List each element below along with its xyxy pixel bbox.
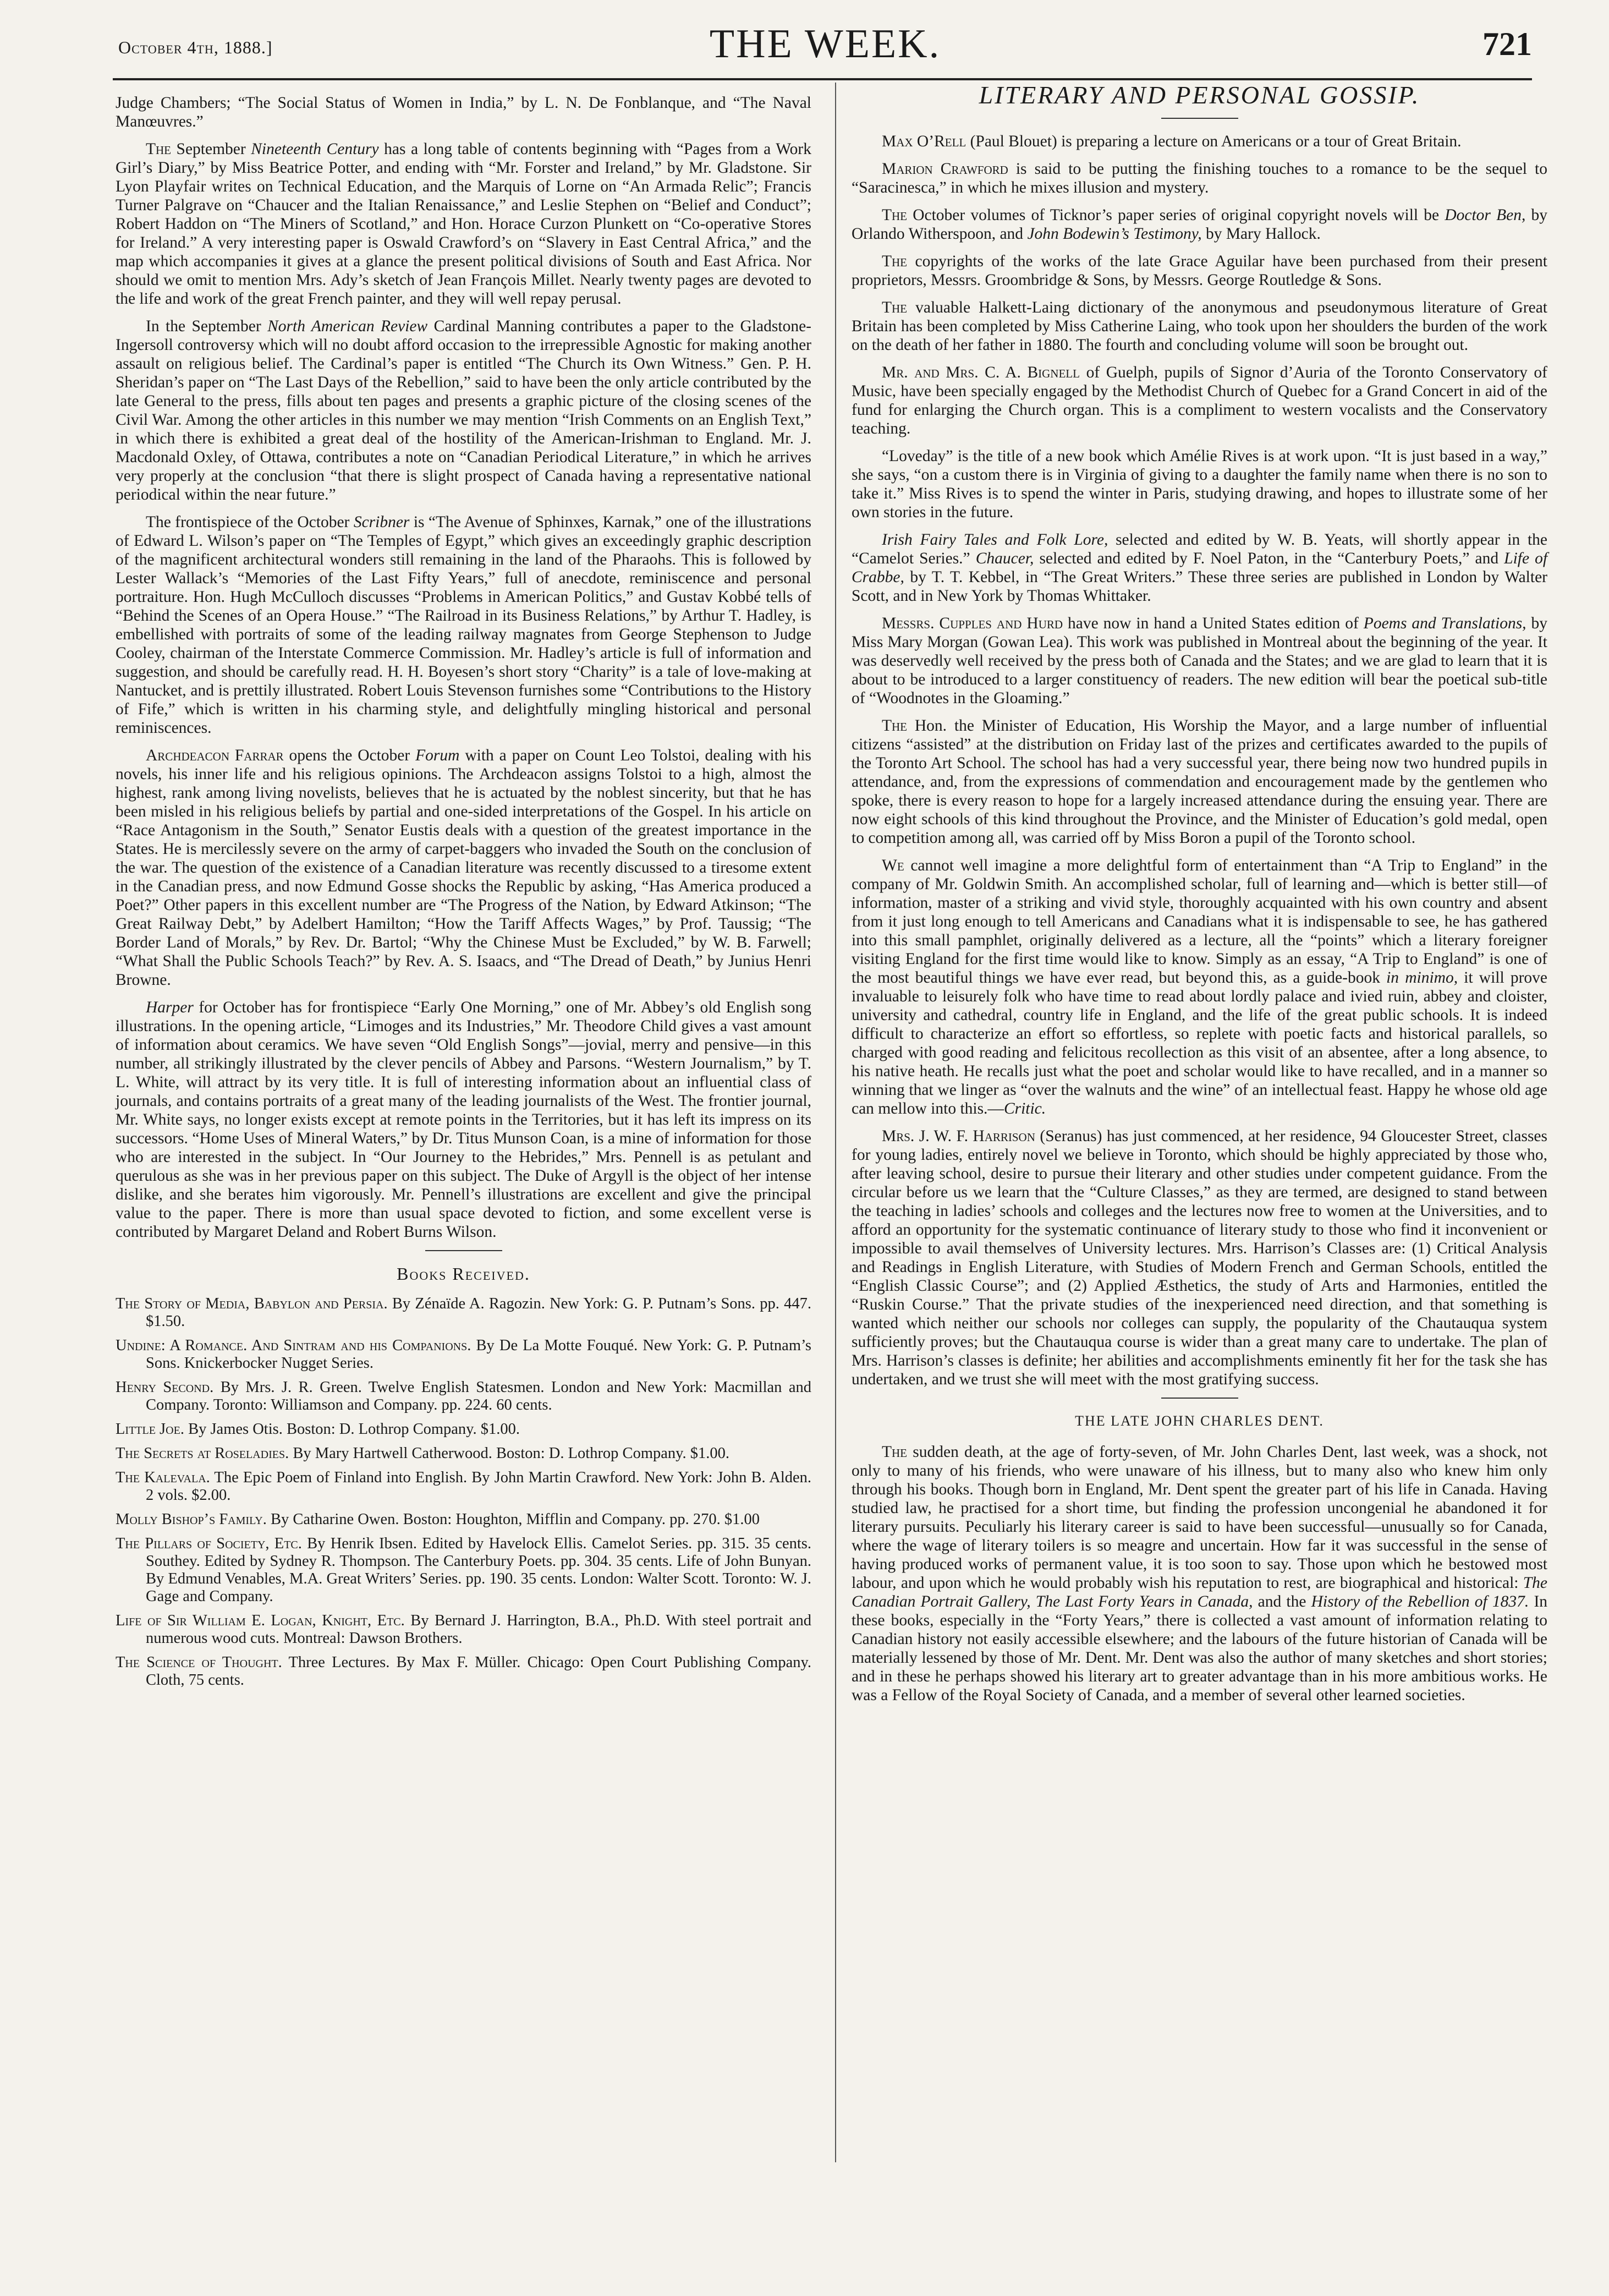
book-title: Molly Bishop’s Family.	[116, 1511, 267, 1528]
text-span: has a long table of contents beginning with “Pages from a Work Girl’s Diary,” by Miss Beatrice Potter, and ending with “Mr. Forster and Ireland,” by Mr. Gladstone. Sir Lyon Playfair writes on Technical Education, and the Marquis of Lorne on “An Armada Relic”; Francis Turner Palgrave on “Chaucer and the Italian Renaissance,” and Leslie Stephen on “Belief and Conduct”; Robert Haddon on “The Miners of Scotland,” and Hon. Horace Curzon Plunkett on “Co-operative Stores for Ireland.” A very interesting paper is Oswald Crawford’s on “Slavery in East Central Africa,” and the map which accompanies it gives at a glance the present political divisions of South and East Africa. Nor should we omit to mention Mrs. Ady’s sketch of Jean François Millet. Nearly twenty pages are devoted to the life and work of the great French painter, and they will well repay perusal.	[116, 140, 812, 308]
lead-word: Mr. and Mrs. C. A. Bignell	[882, 364, 1080, 381]
text-span: copyrights of the works of the late Grace Aguilar have been purchased from their present proprietors, Messrs. Groombridge & Sons, by Messrs. George Routledge & Sons.	[852, 253, 1548, 289]
text-span: October volumes of Ticknor’s paper series of original copyright novels will be	[913, 206, 1440, 224]
lead-word: The	[882, 1443, 908, 1461]
left-column	[116, 94, 811, 1696]
book-entry	[116, 1421, 811, 1438]
book-entry	[116, 1654, 811, 1689]
book-entry	[116, 1379, 811, 1414]
book-entry	[116, 1445, 811, 1462]
text-span: by Miss Mary Morgan (Gowan Lea). This work was published in Montreal about the beginning of the year. It was deservedly well received by the press both of Canada and the States; and we are glad to learn that it is about to be introduced to a larger constituency of readers. The new edition will bear the poetical sub-title of “Woodnotes in the Gloaming.”	[852, 615, 1548, 707]
lead-word: The	[882, 717, 908, 735]
book-title: Irish Fairy Tales and Folk Lore,	[882, 531, 1108, 549]
text-span: (Seranus) has just commenced, at her residence, 94 Gloucester Street, classes for young ladies, entirely novel we believe in Toronto, which should be highly appreciated by those who, after leaving school, desire to pursue their literary and other studies under competent guidance. From the circular before us we learn that the “Culture Classes,” as they are termed, are designed to stand between the teaching in ladies’ schools and colleges and the lectures now free to women at the Universities, and to afford an opportunity for the systematic continuance of literary study to those who find it inconvenient or impossible to avail themselves of University lectures. Mrs. Harrison’s Classes are: (1) Critical Analysis and Readings in English Literature, with Studies of Modern French and German Schools, entitled the “English Classic Course”; and (2) Applied Æsthetics, the study of Arts and Harmonies, entitled the “Ruskin Course.” That the private studies of the inexperienced need direction, and that something is wanted which neither our schools nor colleges can supply, the popularity of the Chautauqua system sufficiently proves; but the Chautauqua course is wider than a great many care to undertake. The plan of Mrs. Harrison’s classes is definite; her abilities and accomplishments eminently fit her for the task she has undertaken, and we trust she will meet with the most gratifying success.	[852, 1127, 1548, 1388]
paragraph-scribner	[116, 513, 811, 737]
book-details: By Mrs. J. R. Green. Twelve English Statesmen. London and New York: Macmillan and Company. Toronto: Williamson and Company. pp. 224. 60 cents.	[146, 1379, 811, 1413]
book-title: Undine: A Romance. And Sintram and his Companions.	[116, 1337, 471, 1354]
books-received-heading: Books Received.	[397, 1264, 530, 1284]
obituary-heading: THE LATE JOHN CHARLES DENT.	[1075, 1413, 1324, 1429]
book-title: Life of Crabbe,	[852, 550, 1548, 586]
paragraph-forum	[116, 746, 811, 989]
lead-word: Max O’Rell	[882, 133, 967, 150]
periodical-title: North American Review	[267, 317, 428, 335]
paragraph-north-american-review	[116, 317, 811, 504]
lead-word: Mrs. J. W. F. Harrison	[882, 1127, 1035, 1145]
text-span: cannot well imagine a more delightful form of entertainment than “A Trip to England” in the company of Mr. Goldwin Smith. An accomplished scholar, full of learning and—which is better still—of information, master of a striking and vivid style, thoroughly acquainted with his own country and absent from it just long enough to tell Americans and Canadians what it is indispensable to see, he has gathered into this small pamphlet, originally delivered as a lecture, all the “points” which a literary foreigner visiting England for the first time would like to know. Simply as an essay, “A Trip to England” is one of the most beautiful things we have ever read, but beyond this, as a guide-book	[852, 857, 1547, 987]
text-span: (Paul Blouet) is preparing a lecture on Americans or a tour of Great Britain.	[970, 133, 1462, 150]
paragraph-aguilar	[852, 252, 1547, 289]
paragraph-harrison-classes	[852, 1127, 1547, 1389]
paragraph-continuation: Judge Chambers; “The Social Status of Women in India,” by L. N. De Fonblanque, and “The Naval Manœuvres.”	[116, 94, 811, 130]
page-header	[118, 15, 1532, 76]
text-span: sudden death, at the age of forty-seven, of Mr. John Charles Dent, last week, was a shock, not only to many of his friends, who were unaware of his illness, but to many also who knew him only through his books. Though born in England, Mr. Dent spent the greater part of his life in Canada. Having studied law, he practised for a short time, but finding the profession uncongenial he abandoned it for literary pursuits. Peculiarly his literary career is said to have been successful—unusually so for Canada, where the wage of literary toilers is so meagre and uncertain. How far it was successful in the sense of having produced works of permanent value, it is too soon to say. Those upon which he bestowed most labour, and upon which he would probably wish his reputation to rest, are biographical and historical:	[852, 1443, 1547, 1592]
text-span: with a paper on Count Leo Tolstoi, dealing with his novels, his inner life and his religious opinions. The Archdeacon assigns Tolstoi to a high, almost the highest, rank among living novelists, believes that he is actuated by the noblest sincerity, but that he has been misled in his religious beliefs by partial and one-sided interpretations of the Gospel. In his article on “Race Antagonism in the South,” Senator Eustis deals with a question of the greatest importance in the States. He is mercilessly severe on the army of carpet-baggers who invaded the South on the conclusion of the war. The question of the existence of a Canadian literature was recently discussed to a tiresome extent in the Canadian press, and now Edmund Gosse shocks the Republic by asking, “Has America produced a Poet?” Other papers in this excellent number are “The Progress of the Nation, by Edward Atkinson; “The Great Railway Debt,” by Adelbert Hamilton; “How the Tariff Affects Wages,” by Prof. Taussig; “The Border Land of Morals,” by Rev. Dr. Bartol; “Why the Chinese Must be Excluded,” by W. B. Farwell; “What Shall the Public Schools Teach?” by Rev. A. S. Isaacs, and “The Dread of Death,” by Junius Henri Browne.	[116, 747, 812, 989]
text-span: by Orlando Witherspoon, and	[852, 206, 1548, 243]
paragraph-max-orell	[852, 132, 1547, 151]
text-span: selected and edited by W. B. Yeats, will shortly appear in the “Camelot Series.”	[852, 531, 1548, 567]
text-span: September	[176, 140, 246, 158]
paragraph-nineteenth-century	[116, 140, 811, 308]
book-details: By Zénaïde A. Ragozin. New York: G. P. Putnam’s Sons. pp. 447. $1.50.	[146, 1295, 812, 1330]
periodical-title: Scribner	[353, 513, 410, 531]
book-title: The Secrets at Roseladies.	[116, 1445, 289, 1462]
book-entry	[116, 1612, 811, 1647]
periodical-title: Forum	[415, 747, 460, 764]
book-details: By James Otis. Boston: D. Lothrop Company. $1.00.	[188, 1421, 520, 1438]
paragraph-cupples-hurd	[852, 614, 1547, 708]
paragraph-trip-to-england	[852, 856, 1547, 1118]
book-title: Poems and Translations,	[1363, 615, 1526, 632]
lead-word: Archdeacon Farrar	[146, 747, 284, 764]
lead-word: Messrs. Cupples and Hurd	[882, 615, 1063, 632]
book-title: The Science of Thought.	[116, 1654, 282, 1671]
text-span: valuable Halkett-Laing dictionary of the anonymous and pseudonymous literature of Great Britain has been completed by Miss Catherine Laing, who took upon her shoulders the burden of the work on the death of her father in 1880. The fourth and concluding volume will soon be brought out.	[852, 299, 1548, 354]
periodical-title: Harper	[146, 999, 194, 1016]
paragraph-bignell	[852, 363, 1547, 438]
book-entry	[116, 1511, 811, 1528]
text-span: is said to be putting the finishing touches to a romance to be the sequel to “Saracinesca,” in which he mixes illusion and mystery.	[852, 160, 1548, 196]
book-title: The Pillars of Society, Etc.	[116, 1535, 302, 1552]
text-span: opens the October	[289, 747, 410, 764]
book-details: Three Lectures. By Max F. Müller. Chicago: Open Court Publishing Company. Cloth, 75 cents.	[146, 1654, 811, 1689]
book-title: The Kalevala.	[116, 1469, 210, 1486]
book-entry	[116, 1535, 811, 1605]
book-details: By Bernard J. Harrington, B.A., Ph.D. With steel portrait and numerous wood cuts. Montreal: Dawson Brothers.	[146, 1612, 811, 1647]
lead-word: In the September	[146, 317, 261, 335]
lead-word: We	[882, 857, 904, 874]
header-rule	[113, 78, 1532, 80]
masthead-title: THE WEEK.	[709, 21, 941, 67]
text-span: Hon. the Minister of Education, His Worship the Mayor, and a large number of influential citizens “assisted” at the distribution on Friday last of the prizes and certificates awarded to the pupils of the Toronto Art School. The school has had a very successful year, there being now two hundred pupils in attendance, and, from the expressions of commendation and encouragement made by the gentlemen who spoke, there is every reason to hope for a largely increased attendance during the ensuing year. There are now eight schools of this kind throughout the Province, and the Minister of Education’s gold medal, open to competition among all, was carried off by Miss Boron a pupil of the Toronto school.	[852, 717, 1547, 847]
book-title: Chaucer,	[975, 550, 1034, 567]
text-span: of Guelph, pupils of Signor d’Auria of the Toronto Conservatory of Music, have been specially engaged by the Methodist Church of Quebec for a Grand Concert in aid of the fund for enlarging the Church organ. This is a compliment to western vocalists and the Conservatory teaching.	[852, 364, 1548, 437]
book-title: The Story of Media, Babylon and Persia.	[116, 1295, 388, 1312]
page-number: 721	[1482, 26, 1532, 62]
column-divider	[835, 83, 836, 2162]
text-span: Cardinal Manning contributes a paper to the Gladstone-Ingersoll controversy which will no doubt afford occasion to the irrepressible Agnostic for making another assault on religious belief. The Cardinal’s paper is entitled “The Church its Own Witness.” Gen. P. H. Sheridan’s paper on “The Last Days of the Rebellion,” said to have been the only article contributed by the late General to the press, fills about ten pages and presents a graphic picture of the closing scenes of the Civil War. Among the other articles in this number we may mention “Irish Comments on an English Text,” in which there is exhibited a great deal of the hostility of the American-Irishman to England. Mr. J. Macdonald Oxley, of Ottawa, contributes a note on “Canadian Periodical Literature,” in which he arrives very properly at the conclusion “that there is slight prospect of Canada having a representative national periodical within the near future.”	[116, 317, 811, 503]
text-span: it will prove invaluable to leisurely folk who have time to read about lordly palace and ivied ruin, abbey and cloister, university and cathedral, country life in England, and the life of the great public schools. It is indeed difficult to characterize an effort so effortless, so replete with poetic facts and historical parallels, so charged with good reading and felicitous recollection as this visit of an absentee, after a long absence, to his native heath. He recalls just what the poet and scholar would like to have recalled, and in a manner so winning that we linger as “over the walnuts and the wine” of an intellectual feast. Happy he whose old age can mellow into this.—	[852, 969, 1548, 1117]
book-details: By Henrik Ibsen. Edited by Havelock Ellis. Camelot Series. pp. 315. 35 cents. Southey. Edited by Sydney R. Thompson. The Canterbury Poets. pp. 304. 35 cents. Life of John Bunyan. By Edmund Venables, M.A. Great Writers’ Series. pp. 190. 35 cents. London: Walter Scott. Toronto: W. J. Gage and Company.	[146, 1535, 812, 1605]
text-span: selected and edited by F. Noel Paton, in the “Canterbury Poets,” and	[1039, 550, 1499, 567]
section-rule	[1161, 118, 1238, 119]
lead-word: The frontispiece of the October	[146, 513, 350, 531]
book-details: The Epic Poem of Finland into English. By John Martin Crawford. New York: John B. Alden. 2 vols. $2.00.	[146, 1469, 812, 1504]
lead-word: The	[882, 253, 908, 270]
book-title: The Canadian Portrait Gallery, The Last Forty Years in Canada,	[852, 1574, 1548, 1610]
periodical-title: Nineteenth Century	[251, 140, 379, 158]
section-rule	[425, 1250, 502, 1251]
text-span: by Mary Hallock.	[1205, 225, 1321, 243]
book-entry	[116, 1337, 811, 1372]
book-title: Henry Second.	[116, 1379, 214, 1396]
paragraph-loveday: “Loveday” is the title of a new book which Amélie Rives is at work upon. “It is just based in a way,” she says, “on a custom there is in Virginia of giving to a daughter the family name when there is no son to take it.” Miss Rives is to spend the winter in Paris, studying drawing, and hopes to illustrate some of her own stories in the future.	[852, 447, 1547, 521]
paragraph-camelot	[852, 530, 1547, 605]
section-rule	[1161, 1398, 1238, 1399]
book-details: By Mary Hartwell Catherwood. Boston: D. Lothrop Company. $1.00.	[293, 1445, 730, 1462]
book-details: By Catharine Owen. Boston: Houghton, Mifflin and Company. pp. 270. $1.00	[270, 1511, 760, 1528]
right-column	[852, 83, 1547, 1713]
book-title: Life of Sir William E. Logan, Knight, Etc.	[116, 1612, 405, 1629]
book-title: John Bodewin’s Testimony,	[1027, 225, 1202, 243]
text-span: for October has for frontispiece “Early One Morning,” one of Mr. Abbey’s old English song illustrations. In the opening article, “Limoges and its Industries,” Mr. Theodore Child gives a vast amount of information about ceramics. We have seven “Old English Songs”—jovial, merry and pensive—in this number, all strikingly illustrated by the clever pencils of Abbey and Parsons. “Western Journalism,” by T. L. White, will attract by its very title. It is full of interesting information about an influential class of journals, and contains portraits of a great many of the leading journalists of the West. The frontier journal, Mr. White says, no longer exists except at remote points in the Territories, but it has left its impress on its successors. “Home Uses of Mineral Waters,” by Dr. Titus Munson Coan, is a mine of information for those who are interested in the subject. In “Our Journey to the Hebrides,” Mrs. Pennell is as petulant and querulous as she was in her previous paper on this subject. The Duke of Argyll is the object of her intense dislike, and she berates him vigorously. Mr. Pennell’s illustrations are excellent and give the principal value to the paper. There is more than usual space devoted to fiction, and some excellent verse is contributed by Margaret Deland and Robert Burns Wilson.	[116, 999, 812, 1241]
book-title: History of the Rebellion of 1837.	[1311, 1593, 1529, 1610]
text-span: In these books, especially in the “Forty Years,” there is collected a vast amount of information relating to Canadian history not easily accessible elsewhere; and the labours of the future historian of Canada will be materially lessened by those of Mr. Dent. Mr. Dent was also the author of many sketches and short stories; and in these he perhaps showed his literary art to greater advantage than in his more ambitious works. He was a Fellow of the Royal Society of Canada, and a member of several other learned societies.	[852, 1593, 1548, 1704]
text-span: is “The Avenue of Sphinxes, Karnak,” one of the illustrations of Edward L. Wilson’s paper on “The Temples of Egypt,” which gives an exceedingly graphic description of the magnificent architectural wonders still remaining in the land of the Pharaohs. This is followed by Lester Wallack’s “Memories of the Last Fifty Years,” full of anecdote, reminiscence and personal portraiture. Hon. Hugh McCulloch discusses “Problems in American Politics,” and Gustav Kobbé tells of “Behind the Scenes of an Opera House.” “The Railroad in its Business Relations,” by Arthur T. Hadley, is embellished with portraits of some of the leading railway magnates from George Stephenson to Judge Cooley, chairman of the Interstate Commerce Commission. Mr. Hadley’s article is full of information and suggestion, and should be carefully read. H. H. Boyesen’s short story “Charity” is a tale of love-making at Nantucket, and is prettily illustrated. Robert Louis Stevenson furnishes some “Contributions to the History of Fife,” which is written in his charming style, and delightfully mingling historical and personal reminiscences.	[116, 513, 812, 737]
book-details: By De La Motte Fouqué. New York: G. P. Putnam’s Sons. Knickerbocker Nugget Series.	[146, 1337, 811, 1372]
lead-word: Marion Crawford	[882, 160, 1008, 178]
lead-word: The	[882, 206, 908, 224]
book-title: Little Joe.	[116, 1421, 184, 1438]
text-span: have now in hand a United States edition of	[1068, 615, 1359, 632]
paragraph-harper	[116, 998, 811, 1241]
paragraph-ticknor	[852, 206, 1547, 243]
latin-phrase: in minimo,	[1386, 969, 1458, 987]
paragraph-dent-obituary	[852, 1443, 1547, 1705]
gossip-section-title: LITERARY AND PERSONAL GOSSIP.	[979, 81, 1420, 109]
paragraph-art-school	[852, 716, 1547, 847]
text-span: by T. T. Kebbel, in “The Great Writers.” These three series are published in London by Walter Scott, and in New York by Thomas Whittaker.	[852, 568, 1547, 605]
issue-date: October 4th, 1888.]	[118, 37, 273, 57]
paragraph-marion-crawford	[852, 160, 1547, 197]
paragraph-halkett-laing	[852, 298, 1547, 354]
source-credit: Critic.	[1003, 1100, 1046, 1117]
lead-word: The	[882, 299, 908, 316]
book-title: Doctor Ben,	[1445, 206, 1526, 224]
book-entry	[116, 1295, 811, 1330]
text-span: and the	[1257, 1593, 1306, 1610]
lead-word: The	[146, 140, 172, 158]
book-entry	[116, 1469, 811, 1504]
